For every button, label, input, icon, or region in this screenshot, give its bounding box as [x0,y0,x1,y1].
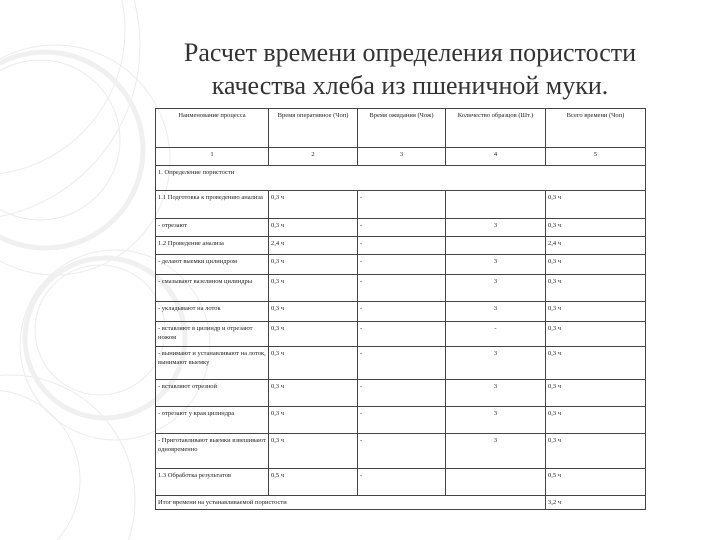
operative-time: 0,3 ч [269,302,358,322]
process-name: - вставляют отрезной [156,380,269,407]
operative-time: 0,3 ч [269,434,358,469]
column-number: 3 [358,148,446,166]
process-name: - укладывают на лоток [156,302,269,322]
total-time: 0,3 ч [546,219,646,237]
table-row [156,255,646,275]
waiting-time: - [358,255,446,275]
section-row [156,166,646,191]
sample-count: 3 [446,219,546,237]
process-name: - отрезают [156,219,269,237]
total-time: 0,3 ч [546,347,646,380]
table-row [156,219,646,237]
operative-time: 2,4 ч [269,237,358,255]
header-sample-count: Количество образцов (Шт.) [446,109,546,148]
waiting-time: - [358,191,446,219]
process-name: 1.1 Подготовка к проведению анализа [156,191,269,219]
table-row [156,191,646,219]
total-time: 0,5 ч [546,469,646,496]
sample-count: 3 [446,302,546,322]
operative-time: 0,5 ч [269,469,358,496]
title-line-2: качества хлеба из пшеничной муки. [211,71,609,100]
total-time: 0,3 ч [546,322,646,347]
header-total-time: Всего времени (Чоп) [546,109,646,148]
operative-time: 0,3 ч [269,407,358,434]
total-value: 3,2 ч [546,496,646,510]
process-name: - делают выемки цилиндром [156,255,269,275]
operative-time: 0,3 ч [269,191,358,219]
waiting-time: - [358,322,446,347]
operative-time: 0,3 ч [269,275,358,302]
header-operative-time: Время оперативное (Чоп) [269,109,358,148]
header-process: Наименование процесса [156,109,269,148]
process-name: - отрезают у края цилиндра [156,407,269,434]
process-name: 1.2 Проведение анализа [156,237,269,255]
waiting-time: - [358,237,446,255]
sample-count: 3 [446,380,546,407]
table-row [156,322,646,347]
time-calculation-table [155,108,646,510]
sample-count: 3 [446,407,546,434]
column-number: 1 [156,148,269,166]
table-row [156,347,646,380]
column-number: 5 [546,148,646,166]
table-row [156,237,646,255]
total-row [156,496,646,510]
sample-count: 3 [446,347,546,380]
column-number-row [156,148,646,166]
table-row [156,275,646,302]
operative-time: 0,3 ч [269,322,358,347]
sample-count: 3 [446,255,546,275]
waiting-time: - [358,347,446,380]
header-waiting-time: Время ожидания (Чож) [358,109,446,148]
table-row [156,380,646,407]
process-name: 1.3 Обработка результатов [156,469,269,496]
sample-count [446,469,546,496]
total-time: 0,3 ч [546,302,646,322]
slide-title [150,36,670,102]
operative-time: 0,3 ч [269,255,358,275]
total-time: 0,3 ч [546,255,646,275]
total-time: 0,3 ч [546,380,646,407]
total-time: 0,3 ч [546,407,646,434]
table-row [156,407,646,434]
process-name: - вставляют в цилиндр и отрезают ножом [156,322,269,347]
total-time: 0,3 ч [546,275,646,302]
sample-count [446,191,546,219]
waiting-time: - [358,380,446,407]
operative-time: 0,3 ч [269,219,358,237]
operative-time: 0,3 ч [269,380,358,407]
process-name: - вынимают и устанавливают на лоток, вынимают выемку [156,347,269,380]
table-row [156,469,646,496]
column-number: 2 [269,148,358,166]
total-time: 2,4 ч [546,237,646,255]
sample-count [446,237,546,255]
process-name: - смазывают вазелином цилиндры [156,275,269,302]
waiting-time: - [358,219,446,237]
total-label: Итог времени на устанавливаемой пористости [156,496,546,510]
column-number: 4 [446,148,546,166]
process-name: - Приготавливают выемки взвешивают одновременно [156,434,269,469]
waiting-time: - [358,407,446,434]
sample-count: - [446,322,546,347]
header-row [156,109,646,148]
total-time: 0,3 ч [546,191,646,219]
waiting-time: - [358,302,446,322]
table-row [156,302,646,322]
sample-count: 3 [446,434,546,469]
waiting-time: - [358,275,446,302]
total-time: 0,3 ч [546,434,646,469]
waiting-time: - [358,434,446,469]
title-line-1: Расчет времени определения пористости [183,38,637,67]
table-row [156,434,646,469]
operative-time: 0,3 ч [269,347,358,380]
waiting-time: - [358,469,446,496]
sample-count: 3 [446,275,546,302]
section-title: 1. Определение пористости [156,166,646,191]
